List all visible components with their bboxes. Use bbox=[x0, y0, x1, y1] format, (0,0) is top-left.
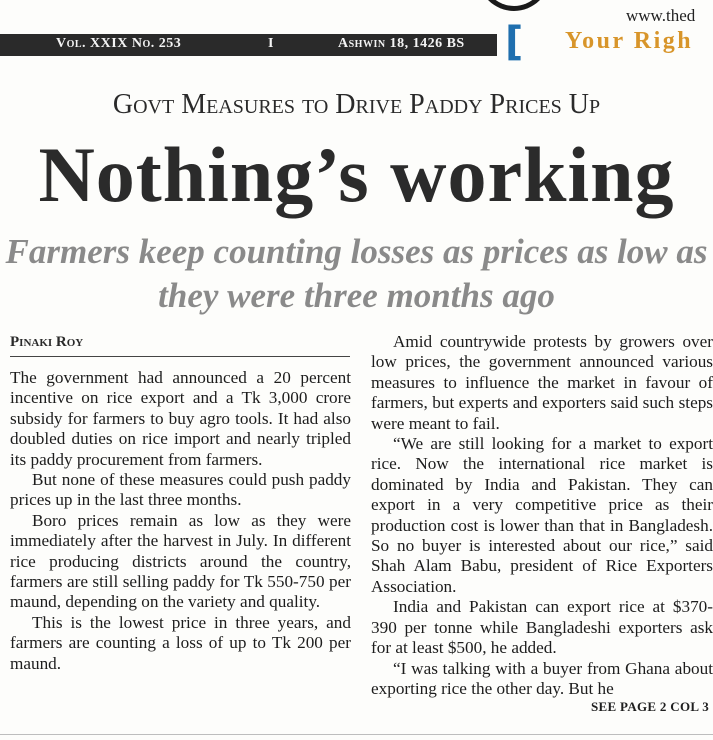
website-url: www.thed bbox=[626, 6, 696, 25]
kicker-text: Govt Measures to Drive Paddy Prices Up bbox=[105, 89, 608, 120]
article-headline: Nothing’s working bbox=[38, 131, 675, 218]
paragraph: “I was talking with a buyer from Ghana about exporting rice the other day. But he bbox=[371, 658, 713, 698]
issue-bar bbox=[0, 34, 497, 56]
bracket-glyph: [ bbox=[505, 19, 524, 65]
paragraph: Boro prices remain as low as they were immediately after the harvest in July. In different rice producing districts around the country, farmers are still selling paddy for Tk 550-750 per maund, depending on the variety and quality. bbox=[10, 510, 351, 612]
masthead-tagline: Your Righ bbox=[565, 28, 694, 54]
bottom-divider bbox=[0, 734, 713, 735]
article-column-left bbox=[10, 368, 351, 674]
article-subhead: Farmers keep counting losses as prices as low as they were three months ago bbox=[5, 232, 708, 315]
issue-separator: I bbox=[268, 36, 274, 51]
paragraph: The government had announced a 20 percent incentive on rice export and a Tk 3,000 crore subsidy for farmers to buy agro tools. It had also doubled duties on rice import and nearly tripled its paddy procurement from farmers. bbox=[10, 368, 351, 469]
issue-date: Ashwin 18, 1426 BS bbox=[338, 36, 465, 51]
issue-volume: Vol. XXIX No. 253 bbox=[56, 36, 182, 51]
paragraph: This is the lowest price in three years, and farmers are counting a loss of up to Tk 200 per maund. bbox=[10, 612, 351, 673]
byline: Pinaki Roy bbox=[10, 334, 84, 350]
paragraph: India and Pakistan can export rice at $370-390 per tonne while Bangladeshi exporters ask for at least $500, he added. bbox=[371, 597, 713, 658]
byline-divider bbox=[10, 356, 350, 357]
paragraph: But none of these measures could push paddy prices up in the last three months. bbox=[10, 470, 351, 510]
continued-jump-line[interactable]: SEE PAGE 2 COL 3 bbox=[591, 699, 709, 714]
article-column-right bbox=[371, 332, 713, 699]
paragraph: Amid countrywide protests by growers over low prices, the government announced various measures to influence the market in favour of farmers, but experts and exporters said such steps were meant to fail. bbox=[371, 332, 713, 433]
paragraph: “We are still looking for a market to export rice. Now the international rice market is dominated by India and Pakistan. They can export in a very competitive price as their production cost is lower than that in Bangladesh. So no buyer is interested about our rice,” said Shah Alam Babu, president of Rice Exporters Association. bbox=[371, 434, 713, 596]
article-kicker bbox=[0, 88, 713, 122]
masthead-logo-arc bbox=[478, 0, 550, 11]
